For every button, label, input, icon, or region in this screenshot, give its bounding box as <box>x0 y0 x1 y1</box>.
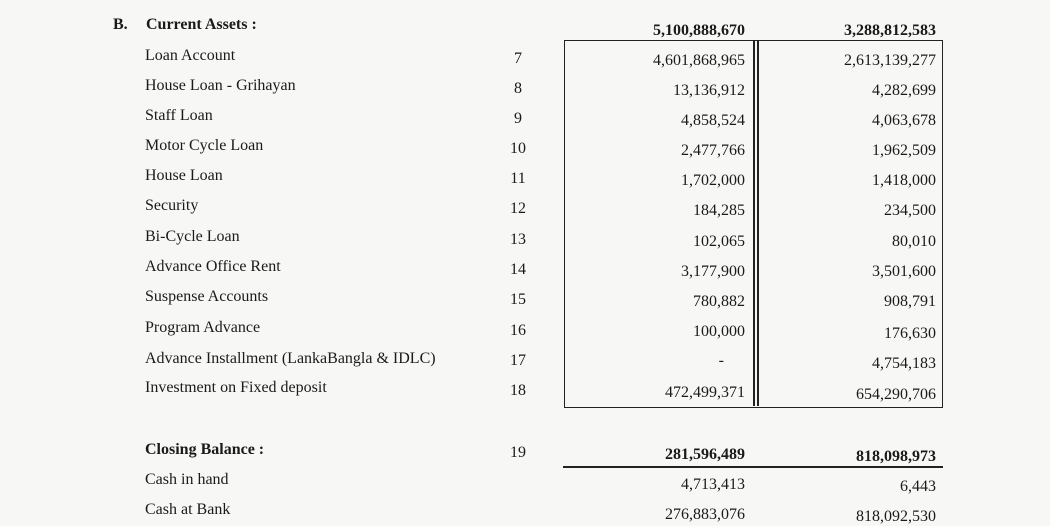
closing-balance-note: 19 <box>510 444 526 461</box>
column-divider-right <box>757 40 759 406</box>
asset-row-note: 13 <box>510 231 526 248</box>
closing-row-label: Cash in hand <box>145 471 229 488</box>
asset-row-note: 16 <box>510 322 526 339</box>
asset-row-label: Bi-Cycle Loan <box>145 228 240 245</box>
asset-row-label: Staff Loan <box>145 107 213 124</box>
asset-row-current: 4,858,524 <box>681 112 745 129</box>
closing-row-current: 4,713,413 <box>681 476 745 493</box>
closing-row-label: Cash at Bank <box>145 501 231 518</box>
asset-row-note: 10 <box>510 140 526 157</box>
asset-row-previous: 4,754,183 <box>872 355 936 372</box>
asset-row-current: 100,000 <box>693 323 745 340</box>
asset-row-previous: 4,063,678 <box>872 112 936 129</box>
asset-row-current: 13,136,912 <box>673 82 745 99</box>
asset-row-label: Motor Cycle Loan <box>145 137 264 154</box>
asset-row-note: 18 <box>510 382 526 399</box>
closing-balance-total-current: 281,596,489 <box>665 446 745 463</box>
asset-row-previous: 1,962,509 <box>872 142 936 159</box>
closing-row-current: 276,883,076 <box>665 506 745 523</box>
closing-balance-rule <box>563 466 943 468</box>
section-title: Current Assets : <box>146 16 257 33</box>
asset-row-previous: 1,418,000 <box>872 172 936 189</box>
asset-row-previous: 3,501,600 <box>872 263 936 280</box>
asset-row-previous: 654,290,706 <box>856 386 936 403</box>
section-letter: B. <box>113 16 128 33</box>
asset-row-note: 12 <box>510 200 526 217</box>
asset-row-label: Investment on Fixed deposit <box>145 379 327 396</box>
column-divider-left <box>753 40 755 406</box>
current-assets-total-previous: 3,288,812,583 <box>844 22 936 39</box>
asset-row-note: 11 <box>510 170 526 187</box>
closing-row-previous: 818,092,530 <box>856 508 936 525</box>
closing-balance-total-previous: 818,098,973 <box>856 448 936 465</box>
asset-row-previous: 80,010 <box>892 233 936 250</box>
asset-row-current: 780,882 <box>693 293 745 310</box>
asset-row-note: 9 <box>514 110 522 127</box>
asset-row-note: 15 <box>510 291 526 308</box>
asset-row-label: Security <box>145 197 199 214</box>
asset-row-label: House Loan <box>145 167 223 184</box>
asset-row-previous: 908,791 <box>884 293 936 310</box>
asset-row-note: 17 <box>510 352 526 369</box>
asset-row-label: Advance Office Rent <box>145 258 281 275</box>
asset-row-label: Suspense Accounts <box>145 288 269 305</box>
asset-row-note: 7 <box>514 50 522 67</box>
asset-row-current: 102,065 <box>693 233 745 250</box>
asset-row-previous: 176,630 <box>884 325 936 342</box>
asset-row-note: 8 <box>514 80 522 97</box>
asset-row-current: 4,601,868,965 <box>653 52 745 69</box>
asset-row-current: 1,702,000 <box>681 172 745 189</box>
asset-row-label: Loan Account <box>145 47 236 64</box>
closing-row-previous: 6,443 <box>900 478 936 495</box>
current-assets-total-current: 5,100,888,670 <box>653 22 745 39</box>
asset-row-label: Advance Installment (LankaBangla & IDLC) <box>145 350 436 367</box>
asset-row-previous: 2,613,139,277 <box>844 52 936 69</box>
asset-row-label: Program Advance <box>145 319 261 336</box>
asset-row-current: - <box>718 352 724 369</box>
asset-row-previous: 234,500 <box>884 202 936 219</box>
asset-row-current: 472,499,371 <box>665 384 745 401</box>
asset-row-label: House Loan - Grihayan <box>145 77 296 94</box>
closing-balance-title: Closing Balance : <box>145 441 265 458</box>
asset-row-current: 184,285 <box>693 202 745 219</box>
asset-row-current: 2,477,766 <box>681 142 745 159</box>
asset-row-previous: 4,282,699 <box>872 82 936 99</box>
asset-row-current: 3,177,900 <box>681 263 745 280</box>
asset-row-note: 14 <box>510 261 526 278</box>
